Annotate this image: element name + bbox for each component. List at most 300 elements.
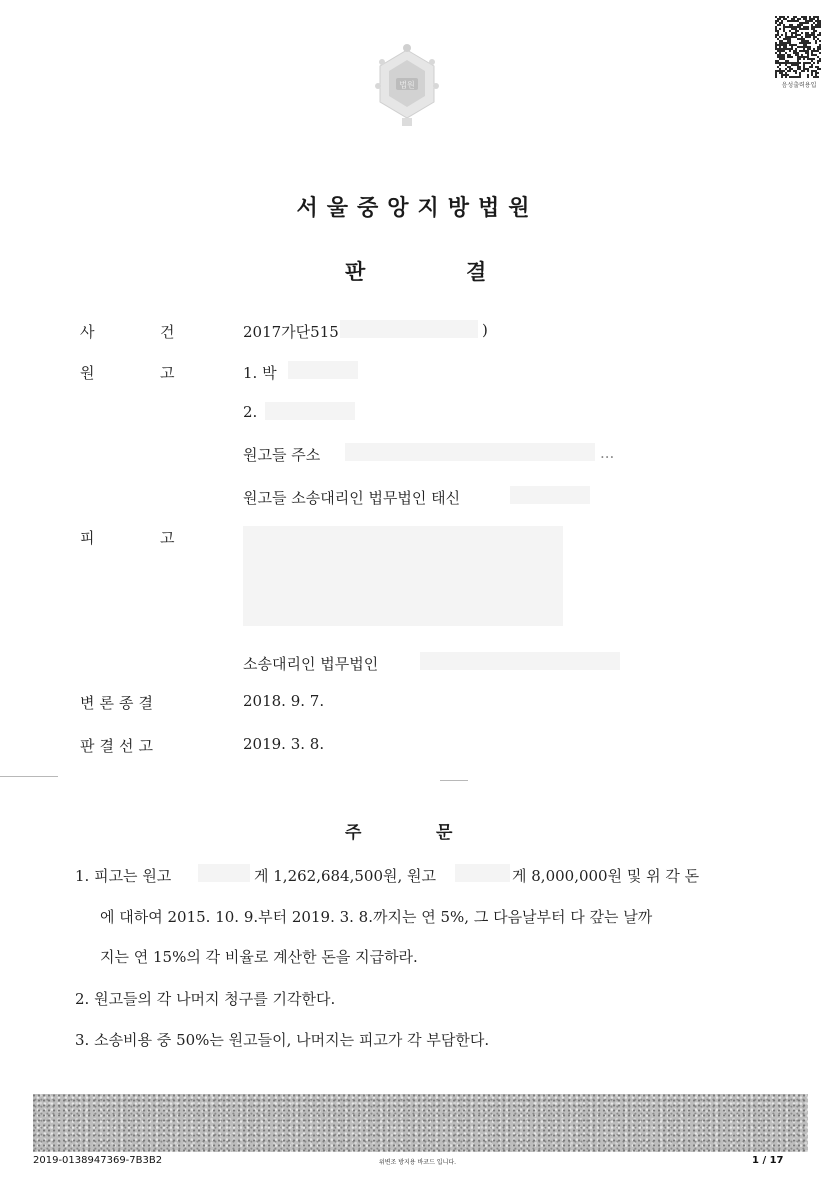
qr-cell (819, 50, 821, 52)
qr-cell (807, 30, 809, 32)
order-heading-second: 문 (436, 823, 453, 843)
qr-cell (793, 42, 795, 44)
qr-cell (783, 36, 785, 38)
qr-cell (789, 60, 791, 62)
qr-cell (819, 76, 821, 78)
qr-cell (801, 30, 803, 32)
qr-cell (813, 40, 815, 42)
qr-cell (781, 24, 783, 26)
document-code: 2019-0138947369-7B3B2 (33, 1155, 163, 1166)
case-label-2: 건 (160, 323, 175, 341)
qr-cell (799, 64, 801, 66)
qr-cell (811, 48, 813, 50)
qr-cell (809, 56, 811, 58)
qr-cell (789, 52, 791, 54)
redacted-order-plaintiff-2 (455, 864, 510, 882)
qr-cell (775, 50, 777, 52)
qr-cell (801, 68, 803, 70)
qr-cell (809, 68, 811, 70)
qr-cell (795, 22, 797, 24)
qr-cell (805, 66, 807, 68)
qr-cell (799, 54, 801, 56)
order-line-3: 3. 소송비용 중 50%는 원고들이, 나머지는 피고가 각 부담한다. (75, 1031, 490, 1049)
qr-cell (781, 30, 783, 32)
qr-cell (807, 72, 809, 74)
qr-cell (799, 60, 801, 62)
qr-cell (791, 70, 793, 72)
document-title-first: 판 (345, 260, 366, 284)
qr-cell (799, 70, 801, 72)
qr-cell (815, 18, 817, 20)
qr-cell (787, 22, 789, 24)
qr-cell (793, 58, 795, 60)
qr-cell (811, 22, 813, 24)
qr-caption: 음성출력용입 (781, 82, 817, 89)
plaintiff-address-tail: ... (600, 444, 615, 462)
barcode-note: 위변조 방지용 바코드 입니다. (378, 1159, 457, 1166)
qr-cell (781, 28, 783, 30)
order-line-1a-end: 게 8,000,000원 및 위 각 돈 (512, 867, 700, 885)
plaintiff-label-1: 원 (80, 364, 95, 382)
qr-cell (789, 32, 791, 34)
qr-cell (787, 32, 789, 34)
qr-cell (797, 72, 799, 74)
qr-cell (787, 72, 789, 74)
qr-cell (777, 46, 779, 48)
qr-cell (799, 32, 801, 34)
qr-cell (797, 50, 799, 52)
qr-cell (785, 70, 787, 72)
qr-cell (795, 56, 797, 58)
redacted-order-plaintiff-1 (198, 864, 250, 882)
qr-cell (797, 70, 799, 72)
redacted-plaintiff-1 (288, 361, 358, 379)
qr-cell (811, 76, 813, 78)
qr-cell (775, 58, 777, 60)
qr-cell (779, 74, 781, 76)
qr-cell (815, 58, 817, 60)
qr-cell (785, 58, 787, 60)
qr-cell (811, 42, 813, 44)
qr-cell (801, 74, 803, 76)
qr-cell (799, 16, 801, 18)
qr-cell (807, 16, 809, 18)
qr-cell (813, 68, 815, 70)
qr-cell (777, 68, 779, 70)
qr-cell (779, 30, 781, 32)
qr-cell (795, 18, 797, 20)
plaintiff-2: 2. (243, 403, 258, 421)
qr-cell (811, 38, 813, 40)
qr-cell (787, 76, 789, 78)
qr-cell (805, 58, 807, 60)
qr-cell (809, 70, 811, 72)
qr-cell (795, 68, 797, 70)
qr-cell (819, 54, 821, 56)
qr-cell (787, 24, 789, 26)
qr-cell (805, 38, 807, 40)
qr-cell (817, 64, 819, 66)
qr-cell (775, 56, 777, 58)
qr-cell (805, 74, 807, 76)
qr-cell (809, 26, 811, 28)
qr-cell (791, 16, 793, 18)
qr-cell (811, 46, 813, 48)
case-number: 2017가단515 (243, 323, 339, 341)
qr-cell (791, 40, 793, 42)
qr-cell (815, 64, 817, 66)
qr-cell (803, 30, 805, 32)
qr-cell (793, 72, 795, 74)
court-name: 서울중앙지방법원 (296, 196, 539, 221)
plaintiff-label-2: 고 (160, 364, 175, 382)
page-number: 1 / 17 (752, 1155, 784, 1166)
qr-cell (815, 52, 817, 54)
qr-cell (777, 74, 779, 76)
qr-cell (775, 18, 777, 20)
qr-cell (801, 34, 803, 36)
qr-cell (809, 32, 811, 34)
qr-cell (813, 42, 815, 44)
qr-cell (807, 66, 809, 68)
qr-cell (811, 16, 813, 18)
qr-cell (775, 32, 777, 34)
qr-cell (779, 60, 781, 62)
qr-cell (803, 54, 805, 56)
qr-cell (805, 64, 807, 66)
qr-cell (779, 20, 781, 22)
qr-cell (787, 46, 789, 48)
qr-cell (791, 38, 793, 40)
qr-cell (777, 40, 779, 42)
qr-cell (797, 44, 799, 46)
qr-cell (813, 44, 815, 46)
qr-cell (793, 22, 795, 24)
qr-cell (815, 60, 817, 62)
qr-cell (809, 40, 811, 42)
qr-cell (807, 18, 809, 20)
case-number-tail: ) (482, 321, 488, 339)
qr-cell (775, 68, 777, 70)
qr-cell (785, 20, 787, 22)
qr-cell (815, 62, 817, 64)
qr-cell (817, 42, 819, 44)
qr-cell (793, 68, 795, 70)
qr-cell (783, 66, 785, 68)
qr-cell (793, 30, 795, 32)
qr-cell (777, 52, 779, 54)
qr-cell (775, 40, 777, 42)
qr-cell (807, 64, 809, 66)
qr-cell (803, 32, 805, 34)
qr-cell (801, 44, 803, 46)
order-line-1a-mid: 게 1,262,684,500원, 원고 (254, 867, 437, 885)
qr-cell (791, 66, 793, 68)
qr-cell (781, 60, 783, 62)
qr-cell (815, 56, 817, 58)
qr-cell (815, 46, 817, 48)
qr-cell (781, 38, 783, 40)
qr-cell (817, 40, 819, 42)
qr-cell (789, 18, 791, 20)
qr-cell (789, 16, 791, 18)
plaintiff-address-label: 원고들 주소 (243, 446, 321, 464)
qr-cell (783, 22, 785, 24)
qr-cell (815, 34, 817, 36)
qr-cell (781, 52, 783, 54)
qr-cell (797, 28, 799, 30)
qr-cell (817, 44, 819, 46)
qr-cell (785, 40, 787, 42)
court-emblem-icon (372, 42, 442, 130)
qr-cell (787, 50, 789, 52)
qr-cell (811, 40, 813, 42)
qr-cell (781, 68, 783, 70)
qr-cell (787, 64, 789, 66)
order-heading-first: 주 (345, 823, 362, 843)
qr-cell (787, 68, 789, 70)
redacted-defendant (243, 526, 563, 626)
qr-cell (791, 74, 793, 76)
qr-cell (801, 66, 803, 68)
qr-cell (811, 30, 813, 32)
qr-cell (805, 24, 807, 26)
qr-cell (815, 68, 817, 70)
order-line-1a-start: 1. 피고는 원고 (75, 867, 172, 885)
qr-cell (785, 28, 787, 30)
qr-cell (797, 42, 799, 44)
qr-cell (813, 20, 815, 22)
qr-cell (819, 38, 821, 40)
qr-cell (813, 46, 815, 48)
qr-cell (801, 26, 803, 28)
qr-cell (809, 60, 811, 62)
qr-cell (785, 22, 787, 24)
qr-cell (813, 60, 815, 62)
qr-cell (813, 64, 815, 66)
redacted-defendant-counsel (420, 652, 620, 670)
qr-cell (809, 30, 811, 32)
qr-cell (809, 52, 811, 54)
qr-cell (811, 62, 813, 64)
qr-cell (789, 22, 791, 24)
qr-cell (793, 48, 795, 50)
qr-cell (777, 26, 779, 28)
qr-cell (791, 72, 793, 74)
qr-cell (793, 46, 795, 48)
qr-cell (817, 36, 819, 38)
qr-cell (777, 36, 779, 38)
qr-cell (787, 34, 789, 36)
qr-cell (811, 36, 813, 38)
qr-cell (791, 54, 793, 56)
qr-cell (807, 24, 809, 26)
qr-cell (777, 16, 779, 18)
qr-cell (791, 58, 793, 60)
qr-cell (779, 34, 781, 36)
order-line-2: 2. 원고들의 각 나머지 청구를 기각한다. (75, 990, 336, 1008)
qr-cell (783, 68, 785, 70)
qr-cell (785, 50, 787, 52)
qr-cell (809, 38, 811, 40)
qr-cell (799, 44, 801, 46)
qr-cell (783, 60, 785, 62)
qr-cell (793, 40, 795, 42)
qr-cell (793, 54, 795, 56)
closing-label: 변론종결 (80, 694, 158, 712)
qr-cell (809, 64, 811, 66)
plaintiff-counsel: 원고들 소송대리인 법무법인 태신 (243, 489, 461, 507)
qr-cell (787, 28, 789, 30)
qr-cell (797, 40, 799, 42)
qr-cell (781, 36, 783, 38)
qr-cell (801, 20, 803, 22)
qr-cell (817, 52, 819, 54)
qr-cell (819, 74, 821, 76)
qr-cell (777, 76, 779, 78)
qr-cell (817, 28, 819, 30)
qr-cell (781, 32, 783, 34)
qr-cell (819, 64, 821, 66)
qr-cell (791, 30, 793, 32)
redacted-plaintiff-counsel (510, 486, 590, 504)
qr-cell (801, 64, 803, 66)
qr-cell (813, 52, 815, 54)
qr-cell (801, 48, 803, 50)
qr-cell (793, 56, 795, 58)
qr-cell (787, 58, 789, 60)
qr-cell (813, 56, 815, 58)
qr-cell (803, 76, 805, 78)
qr-cell (777, 28, 779, 30)
qr-cell (817, 54, 819, 56)
qr-cell (795, 58, 797, 60)
closing-date: 2018. 9. 7. (243, 692, 325, 710)
qr-cell (793, 74, 795, 76)
qr-cell (803, 34, 805, 36)
qr-cell (781, 18, 783, 20)
qr-cell (803, 24, 805, 26)
qr-cell (815, 44, 817, 46)
qr-cell (805, 70, 807, 72)
qr-cell (787, 52, 789, 54)
qr-cell (783, 40, 785, 42)
qr-cell (795, 66, 797, 68)
qr-cell (775, 54, 777, 56)
qr-cell (819, 28, 821, 30)
sentence-date: 2019. 3. 8. (243, 735, 325, 753)
qr-cell (779, 32, 781, 34)
qr-cell (785, 54, 787, 56)
qr-cell (791, 22, 793, 24)
qr-cell (777, 72, 779, 74)
qr-cell (803, 52, 805, 54)
qr-cell (805, 48, 807, 50)
qr-cell (797, 16, 799, 18)
scan-divider-left (0, 776, 58, 777)
qr-cell (785, 16, 787, 18)
qr-cell (793, 38, 795, 40)
qr-cell (783, 32, 785, 34)
qr-cell (795, 74, 797, 76)
qr-cell (809, 28, 811, 30)
qr-cell (811, 68, 813, 70)
qr-cell (799, 20, 801, 22)
sentence-label: 판결선고 (80, 737, 158, 755)
defendant-label-1: 피 (80, 529, 95, 547)
qr-cell (787, 44, 789, 46)
qr-cell (809, 72, 811, 74)
qr-cell (813, 74, 815, 76)
redacted-plaintiff-address (345, 443, 595, 461)
qr-cell (785, 30, 787, 32)
qr-cell (775, 64, 777, 66)
qr-cell (789, 64, 791, 66)
qr-cell (801, 52, 803, 54)
qr-cell (795, 38, 797, 40)
qr-cell (779, 26, 781, 28)
qr-cell (785, 24, 787, 26)
qr-cell (799, 52, 801, 54)
qr-cell (801, 72, 803, 74)
redacted-case-name (340, 320, 478, 338)
qr-cell (789, 58, 791, 60)
qr-cell (815, 32, 817, 34)
seal-text: 법원 (399, 80, 415, 90)
qr-cell (817, 74, 819, 76)
qr-cell (795, 46, 797, 48)
qr-cell (795, 24, 797, 26)
qr-cell (791, 60, 793, 62)
qr-cell (819, 56, 821, 58)
qr-cell (803, 72, 805, 74)
qr-cell (809, 76, 811, 78)
qr-cell (807, 60, 809, 62)
qr-cell (775, 66, 777, 68)
qr-cell (793, 34, 795, 36)
qr-cell (787, 30, 789, 32)
qr-cell (779, 76, 781, 78)
qr-cell (805, 60, 807, 62)
qr-cell (819, 36, 821, 38)
order-line-1b: 에 대하여 2015. 10. 9.부터 2019. 3. 8.까지는 연 5%, 그 다음날부터 다 갚는 날까 (100, 908, 653, 926)
defendant-label-2: 고 (160, 529, 175, 547)
qr-cell (817, 32, 819, 34)
qr-cell (789, 46, 791, 48)
qr-cell (781, 66, 783, 68)
qr-cell (779, 38, 781, 40)
qr-cell (809, 50, 811, 52)
qr-cell (777, 64, 779, 66)
qr-cell (791, 52, 793, 54)
qr-cell (803, 36, 805, 38)
qr-cell (791, 42, 793, 44)
qr-cell (815, 28, 817, 30)
qr-cell (801, 58, 803, 60)
qr-cell (789, 34, 791, 36)
case-label-1: 사 (80, 323, 95, 341)
qr-cell (809, 22, 811, 24)
redacted-plaintiff-2 (265, 402, 355, 420)
qr-cell (783, 34, 785, 36)
qr-cell (803, 74, 805, 76)
qr-cell (809, 24, 811, 26)
qr-cell (819, 18, 821, 20)
qr-cell (779, 66, 781, 68)
qr-cell (783, 52, 785, 54)
qr-cell (813, 66, 815, 68)
qr-cell (819, 62, 821, 64)
